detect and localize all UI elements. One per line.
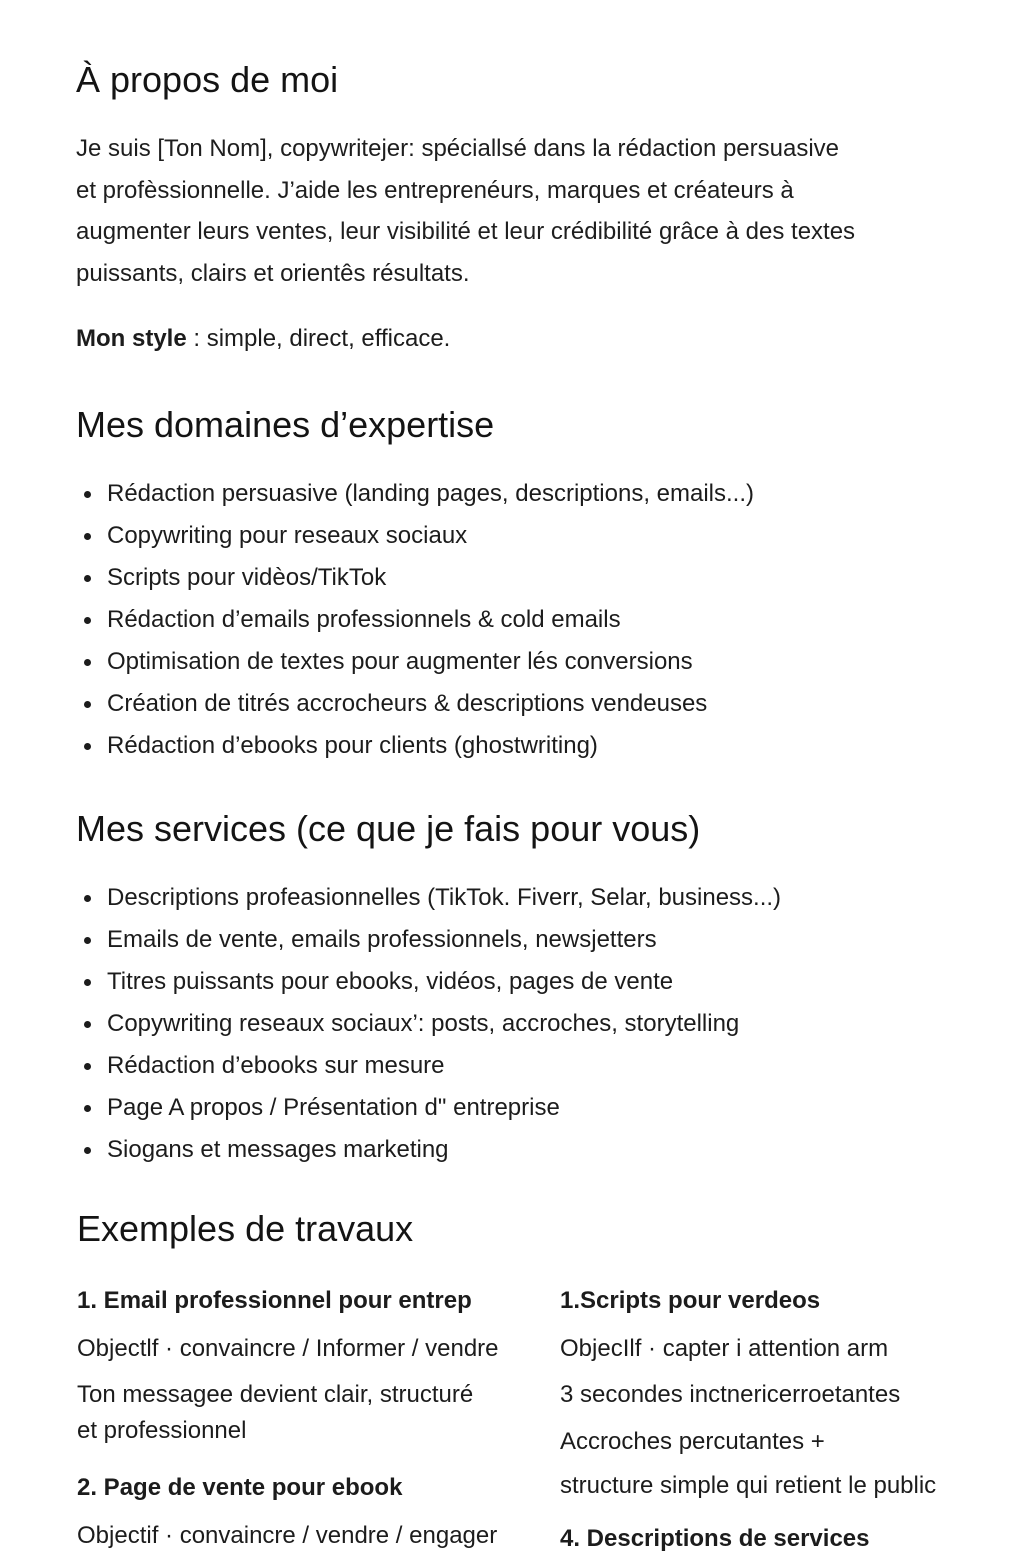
about-intro (76, 128, 855, 294)
list-item: Titres puissants pour ebooks, vidéos, pages de vente (76, 961, 781, 1003)
example-description: Ton messagee devient clair, structuré (77, 1381, 474, 1408)
list-item: Copywriting pour reseaux sociaux (76, 515, 754, 557)
list-item: Création de titrés accrocheurs & descriptions vendeuses (76, 683, 754, 725)
example-description: Accroches percutantes + (560, 1428, 825, 1455)
services-heading: Mes services (ce que je fais pour vous) (76, 808, 701, 849)
services-list (76, 877, 781, 1171)
list-item: Page A propos / Présentation d" entreprise (76, 1087, 781, 1129)
expertise-list (76, 473, 754, 767)
style-label: Mon style (76, 325, 187, 352)
about-heading: À propos de moi (76, 59, 339, 100)
list-item: Rédaction d’ebooks sur mesure (76, 1045, 781, 1087)
example-description: 3 secondes inctnericerroetantes (560, 1381, 901, 1408)
example-description: structure simple qui retient le public (560, 1472, 937, 1499)
examples-right-column (560, 1283, 1000, 1557)
about-intro-line: et profèssionnelle. J’aide les entreprenéurs, marques et créateurs à (76, 176, 794, 204)
example-title: 1.Scripts pour verdeos (560, 1287, 821, 1314)
expertise-heading: Mes domaines d’expertise (76, 404, 495, 445)
list-item: Rédaction d’emails professionnels & cold emails (76, 599, 754, 641)
example-title: 2. Page de vente pour ebook (77, 1474, 403, 1501)
list-item: Copywriting reseaux sociaux’: posts, accroches, storytelling (76, 1003, 781, 1045)
style-value: : simple, direct, efficace. (186, 325, 451, 352)
example-title: 1. Email professionnel pour entrep (77, 1287, 472, 1314)
list-item: Scripts pour vidèos/TikTok (76, 557, 754, 599)
examples-left-column (77, 1283, 517, 1554)
about-intro-line: augmenter leurs ventes, leur visibilité et leur crédibilité grâce à des textes (76, 218, 856, 245)
example-objective: ObjecIlf · capter i attention arm (560, 1335, 889, 1362)
style-statement (76, 321, 450, 357)
list-item: Rédaction persuasive (landing pages, descriptions, emails...) (76, 473, 754, 515)
about-intro-line: Je suis [Ton Nom], copywritejer: spéciallsé dans la rédaction persuasive (76, 135, 840, 162)
list-item: Rédaction d’ebooks pour clients (ghostwriting) (76, 725, 754, 767)
list-item: Optimisation de textes pour augmenter lés conversions (76, 641, 754, 683)
about-intro-line: puissants, clairs et orientês résultats. (76, 259, 470, 287)
example-objective: Objectif · convaincre / vendre / engager (77, 1522, 498, 1549)
list-item: Descriptions profeasionnelles (TikTok. Fiverr, Selar, business...) (76, 877, 781, 919)
example-title: 4. Descriptions de services (560, 1525, 870, 1552)
example-description: et professionnel (77, 1417, 247, 1444)
list-item: Emails de vente, emails professionnels, newsjetters (76, 919, 781, 961)
examples-heading: Exemples de travaux (77, 1208, 414, 1249)
example-objective: Objectlf · convaincre / Informer / vendre (77, 1335, 499, 1362)
list-item: Siogans et messages marketing (76, 1129, 781, 1171)
